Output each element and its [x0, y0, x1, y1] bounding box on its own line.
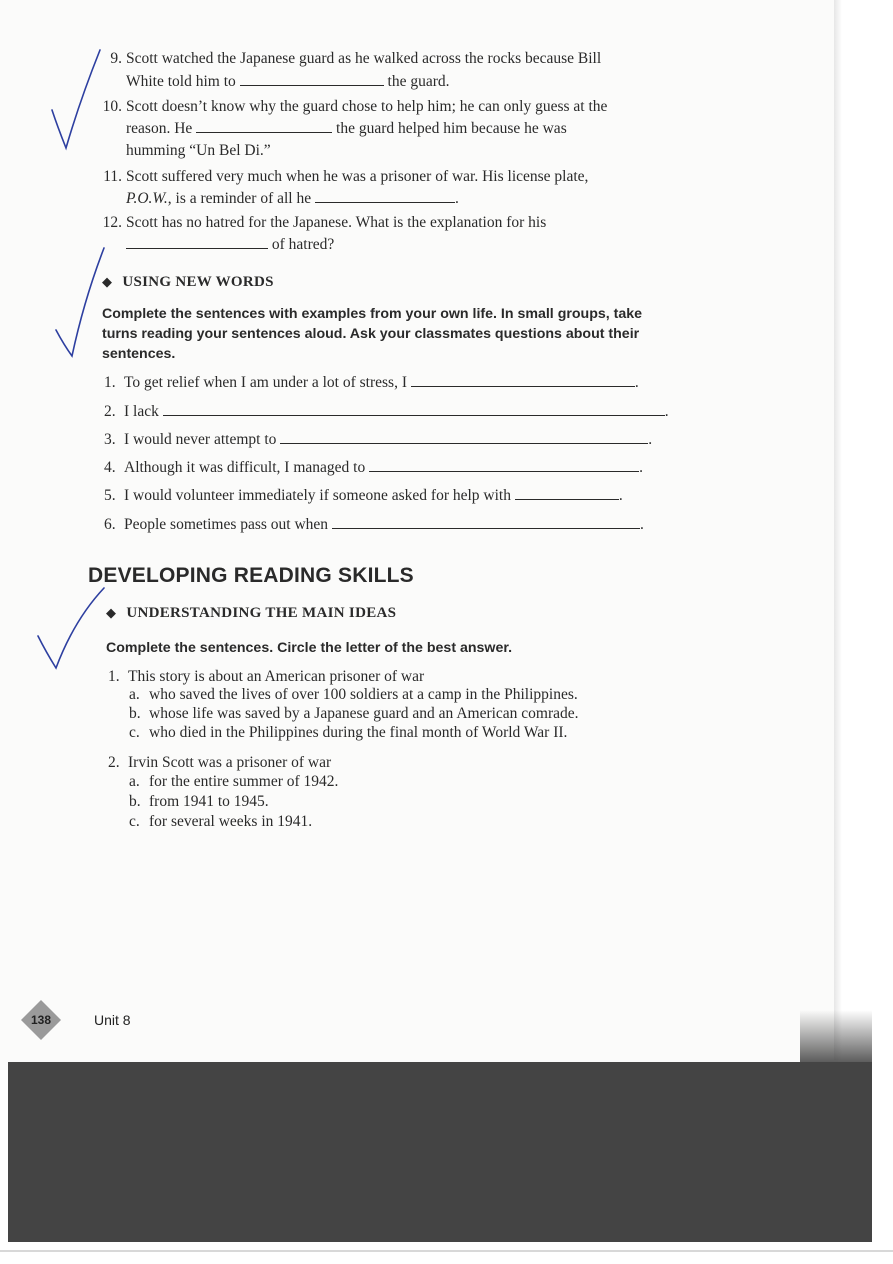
question-number: 11.: [103, 168, 122, 185]
mc-question-1: 1. This story is about an American prisoner of war: [108, 668, 425, 685]
scan-border: [0, 1250, 893, 1252]
question-12: [96, 212, 796, 262]
page-edge: [834, 0, 842, 1060]
question-text-line2: White told him to the guard.: [126, 73, 450, 90]
question-text: Scott has no hatred for the Japanese. What is the explanation for his: [126, 214, 547, 231]
sentence-item-5: 5. I would volunteer immediately if someone asked for help with .: [104, 487, 623, 504]
sentence-item-3: 3. I would never attempt to .: [104, 431, 653, 448]
unit-label: Unit 8: [94, 1012, 131, 1028]
answer-blank[interactable]: [163, 401, 665, 416]
mc-option[interactable]: b. from 1941 to 1945.: [129, 793, 269, 810]
scanner-background: [8, 1062, 872, 1242]
mc-question-2: 2. Irvin Scott was a prisoner of war: [108, 754, 332, 771]
question-text-line3: humming “Un Bel Di.”: [126, 142, 271, 159]
sentence-item-2: 2. I lack .: [104, 403, 669, 420]
question-9: [96, 48, 796, 98]
answer-blank[interactable]: [411, 372, 635, 387]
page-number: 138: [30, 1013, 52, 1027]
question-number: 9.: [110, 50, 122, 67]
question-text: Scott watched the Japanese guard as he walked across the rocks because Bill: [126, 50, 602, 67]
question-text: Scott doesn’t know why the guard chose to help him; he can only guess at the: [126, 98, 608, 115]
using-new-words-heading: ◆ USING NEW WORDS: [102, 274, 274, 290]
answer-blank[interactable]: [240, 71, 384, 86]
scanner-shadow: [800, 1010, 872, 1070]
answer-blank[interactable]: [332, 514, 640, 529]
question-11: [96, 166, 796, 216]
diamond-bullet-icon: ◆: [106, 605, 117, 620]
diamond-bullet-icon: ◆: [102, 274, 113, 289]
question-text-line2: of hatred?: [126, 234, 334, 256]
sentence-item-6: 6. People sometimes pass out when .: [104, 516, 644, 533]
question-text: Scott suffered very much when he was a prisoner of war. His license plate,: [126, 168, 589, 185]
main-ideas-instructions: Complete the sentences. Circle the letter of the best answer.: [106, 640, 513, 656]
mc-option[interactable]: a. for the entire summer of 1942.: [129, 773, 339, 790]
question-text-line2: P.O.W., is a reminder of all he .: [126, 190, 459, 207]
answer-blank[interactable]: [280, 429, 648, 444]
main-ideas-heading: ◆ UNDERSTANDING THE MAIN IDEAS: [106, 605, 397, 621]
sentence-item-1: 1. To get relief when I am under a lot of stress, I .: [104, 374, 639, 391]
question-number: 10.: [102, 98, 122, 115]
question-number: 12.: [102, 214, 122, 231]
mc-option[interactable]: c. for several weeks in 1941.: [129, 813, 313, 830]
developing-reading-skills-title: DEVELOPING READING SKILLS: [88, 564, 414, 587]
question-10: [96, 96, 796, 166]
answer-blank[interactable]: [315, 188, 455, 203]
question-text-line2: reason. He the guard helped him because he was: [126, 120, 567, 137]
using-new-words-instructions: Complete the sentences with examples from your own life. In small groups, take turns reading your sentences aloud. Ask your classmates questions about their sentences.: [102, 306, 643, 362]
answer-blank[interactable]: [196, 118, 332, 133]
answer-blank[interactable]: [369, 457, 639, 472]
mc-option[interactable]: a. who saved the lives of over 100 soldiers at a camp in the Philippines.: [129, 686, 578, 703]
mc-option[interactable]: b. whose life was saved by a Japanese guard and an American comrade.: [129, 705, 579, 722]
answer-blank[interactable]: [126, 234, 268, 249]
answer-blank[interactable]: [515, 485, 619, 500]
sentence-item-4: 4. Although it was difficult, I managed to .: [104, 459, 643, 476]
mc-option[interactable]: c. who died in the Philippines during the final month of World War II.: [129, 724, 568, 741]
